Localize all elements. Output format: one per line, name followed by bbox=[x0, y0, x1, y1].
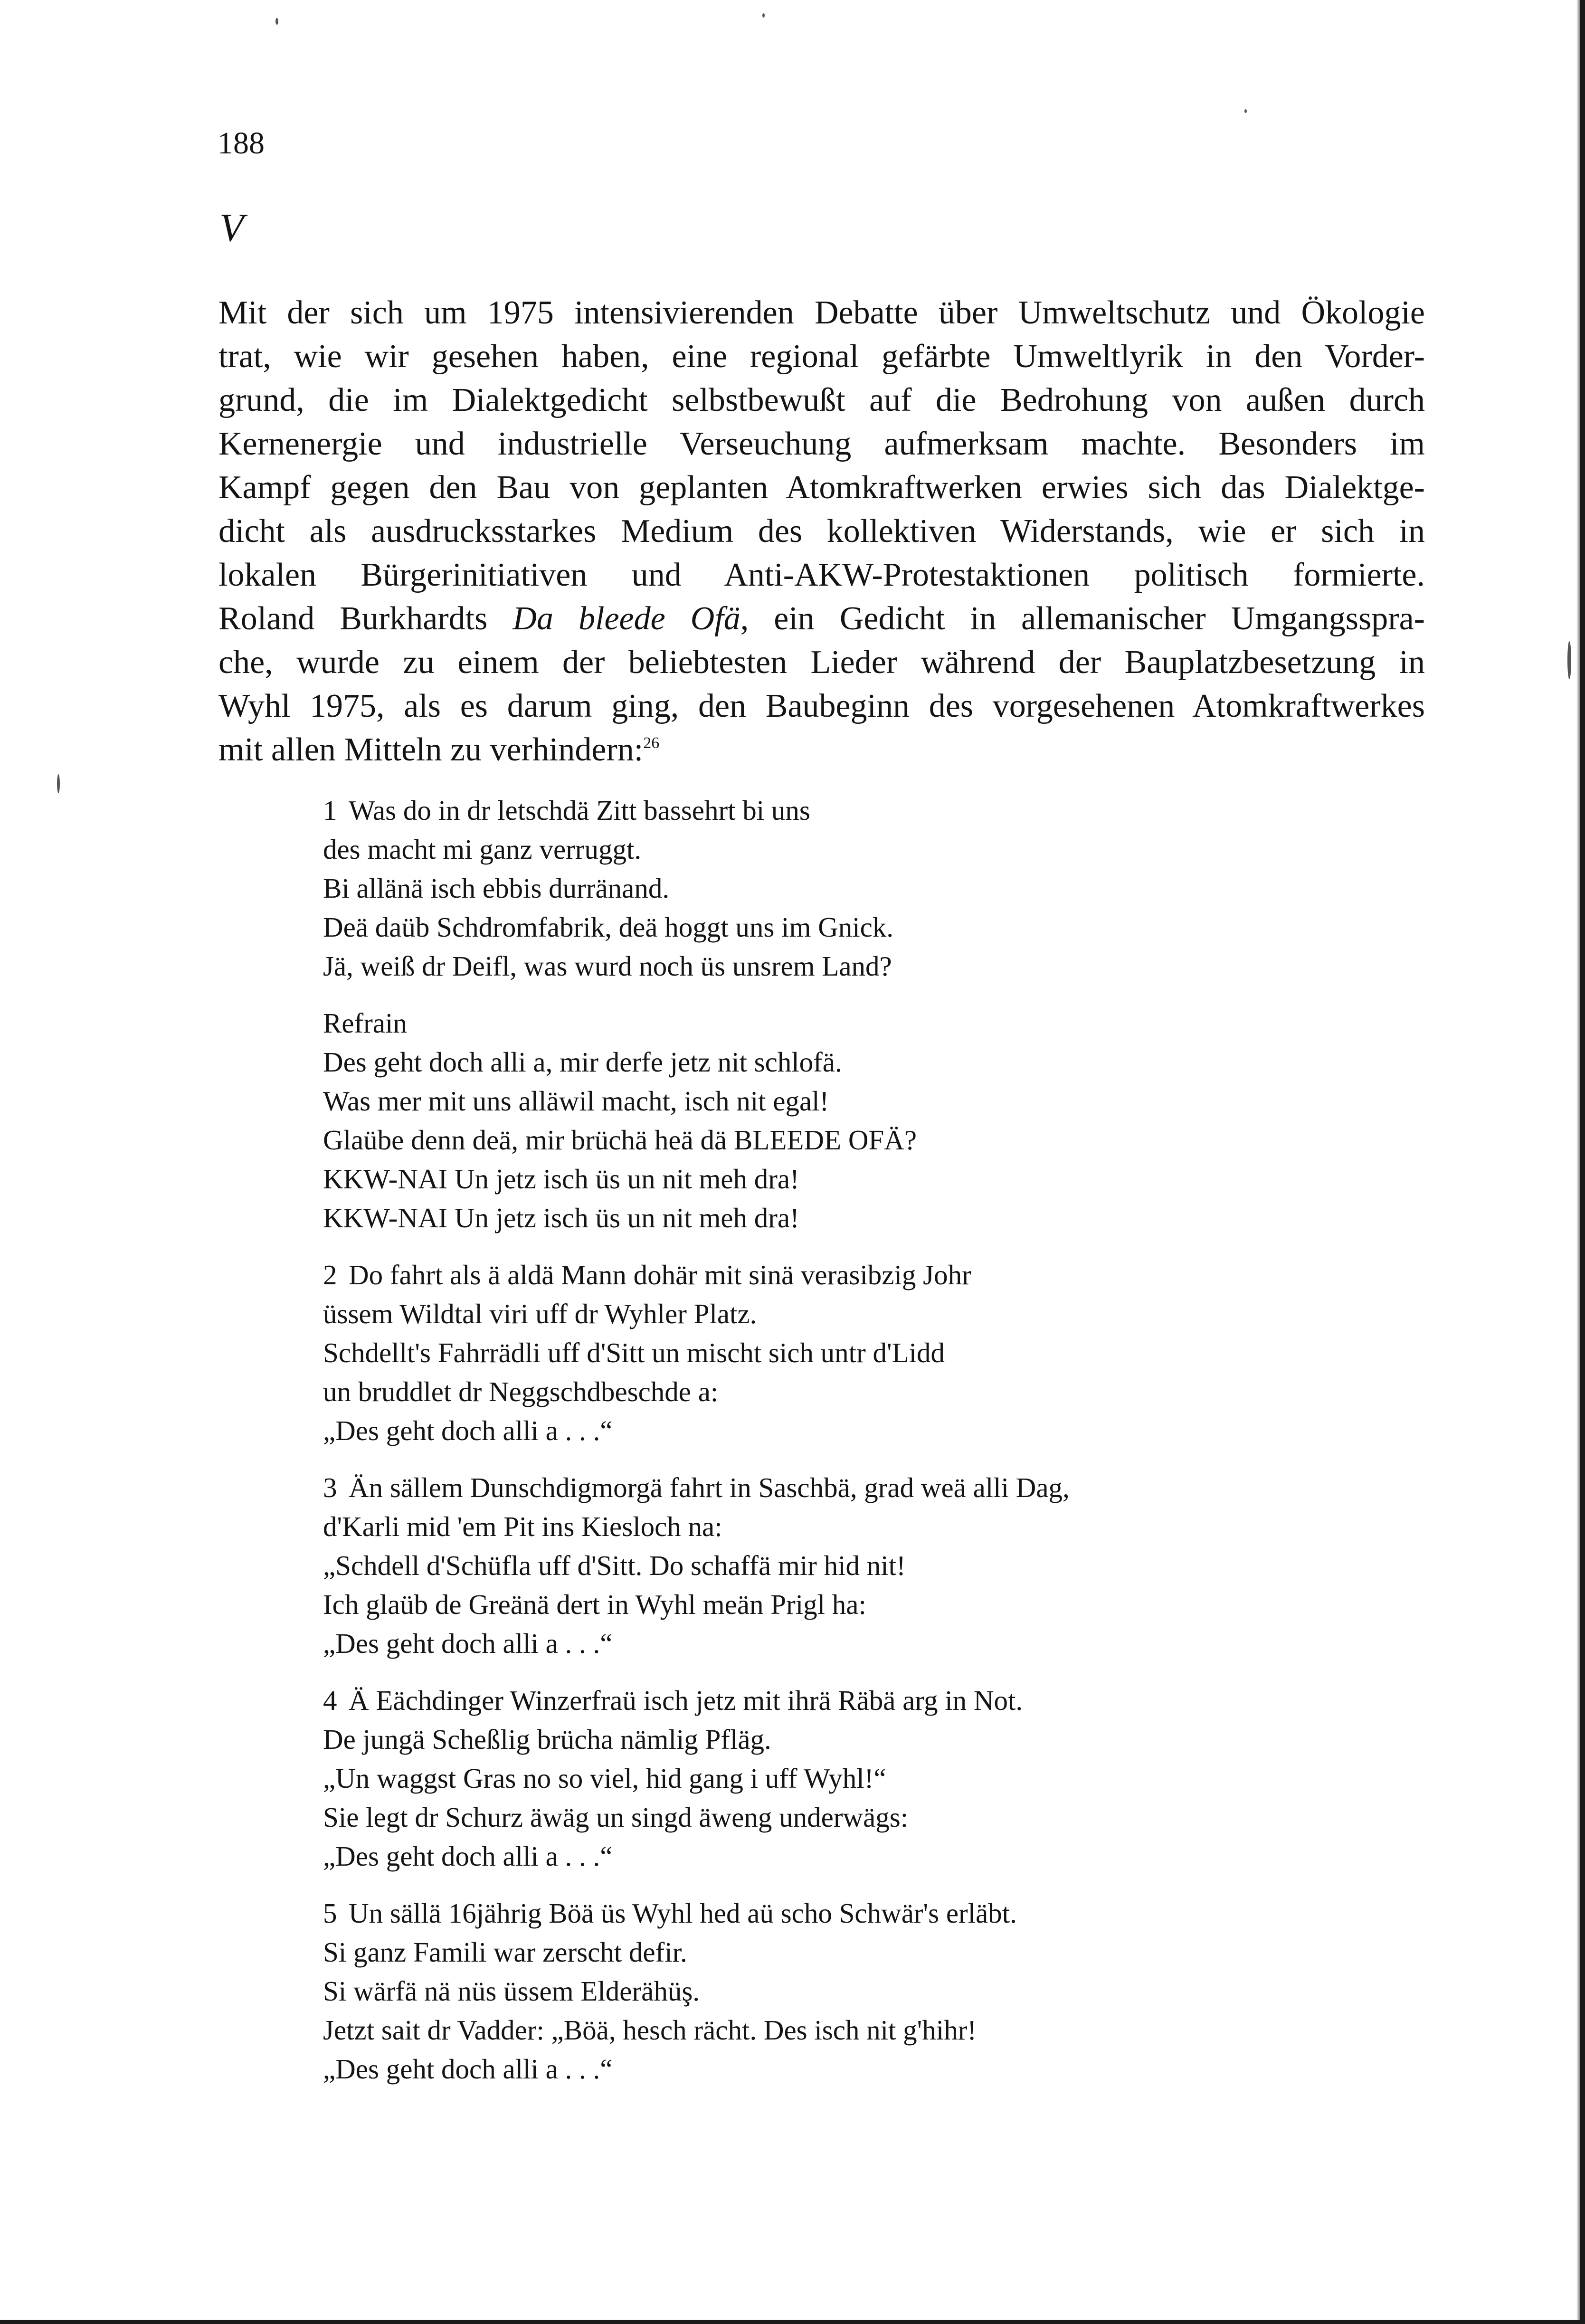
poem-line bbox=[323, 1198, 1368, 1237]
poem-line bbox=[323, 1043, 1368, 1081]
poem-line-text: „Un waggst Gras no so viel, hid gang i uff Wyhl!“ bbox=[323, 1763, 886, 1794]
poem-line-text: „Des geht doch alli a . . .“ bbox=[323, 1415, 613, 1446]
scan-edge-bottom bbox=[0, 2320, 1585, 2324]
stanza-number: 3 bbox=[323, 1472, 337, 1503]
scan-edge-right bbox=[1580, 0, 1585, 2324]
poem-line-text: Si wärfä nä nüs üssem Elderähüş. bbox=[323, 1975, 700, 2007]
poem-line bbox=[323, 1468, 1368, 1507]
poem-line-text: Was do in dr letschdä Zitt bassehrt bi uns bbox=[349, 795, 810, 826]
poem-line bbox=[323, 1255, 1368, 1294]
body-line: trat, wie wir gesehen haben, eine regional gefärbte Umweltlyrik in den Vorder- bbox=[218, 338, 1425, 375]
scan-speck bbox=[275, 18, 278, 25]
poem-line bbox=[323, 1507, 1368, 1546]
poem-line bbox=[323, 908, 1368, 947]
body-line-end: , ein Gedicht in allemanischer Umgangsspra- bbox=[740, 600, 1425, 637]
poem-line bbox=[323, 869, 1368, 908]
poem-line bbox=[323, 1372, 1368, 1411]
poem-line-text: De jungä Scheßlig brücha nämlig Pfläg. bbox=[323, 1724, 771, 1755]
poem-line bbox=[323, 1585, 1368, 1624]
poem-line bbox=[323, 1681, 1368, 1720]
poem-line bbox=[323, 830, 1368, 869]
section-heading: V bbox=[219, 206, 244, 250]
poem-line bbox=[323, 947, 1368, 986]
body-line-text: mit allen Mitteln zu verhindern: bbox=[218, 731, 644, 768]
poem-stanza bbox=[323, 1255, 1368, 1450]
scan-speck bbox=[1567, 641, 1571, 679]
body-line-with-title bbox=[218, 597, 1425, 641]
poem-line bbox=[323, 2011, 1368, 2049]
poem-line bbox=[323, 1798, 1368, 1837]
poem-line-text: Jä, weiß dr Deifl, was wurd noch üs unsrem Land? bbox=[323, 950, 892, 982]
poem-line-text: un bruddlet dr Neggschdbeschde a: bbox=[323, 1376, 719, 1407]
poem-line-text: KKW-NAI Un jetz isch üs un nit meh dra! bbox=[323, 1202, 799, 1233]
poem-line bbox=[323, 1624, 1368, 1663]
body-line: Kernenergie und industrielle Verseuchung aufmerksam machte. Besonders im bbox=[218, 426, 1425, 462]
poem-line-text: „Des geht doch alli a . . .“ bbox=[323, 1840, 613, 1872]
page-number: 188 bbox=[218, 126, 265, 161]
poem-line bbox=[323, 1004, 1368, 1043]
stanza-number: 2 bbox=[323, 1259, 337, 1290]
body-line: Kampf gegen den Bau von geplanten Atomkraftwerken erwies sich das Dialektge- bbox=[218, 469, 1425, 506]
poem-line-text: Ich glaüb de Greänä dert in Wyhl meän Prigl ha: bbox=[323, 1589, 866, 1620]
poem-line-text: „Des geht doch alli a . . .“ bbox=[323, 1628, 613, 1659]
poem-line bbox=[323, 1894, 1368, 1933]
poem-line-text: Do fahrt als ä aldä Mann dohär mit sinä verasibzig Johr bbox=[349, 1259, 971, 1290]
scan-speck bbox=[1244, 109, 1247, 113]
poem-title: Da bleede Ofä bbox=[513, 600, 740, 637]
poem-stanza bbox=[323, 791, 1368, 986]
poem-line bbox=[323, 1333, 1368, 1372]
poem-line bbox=[323, 1411, 1368, 1450]
body-line: Mit der sich um 1975 intensivierenden Debatte über Umweltschutz und Ökologie bbox=[218, 294, 1425, 331]
poem-line bbox=[323, 1120, 1368, 1159]
poem-line bbox=[323, 1837, 1368, 1876]
stanza-number: 4 bbox=[323, 1685, 337, 1716]
poem-line bbox=[323, 1720, 1368, 1759]
poem-line bbox=[323, 2049, 1368, 2088]
poem-line bbox=[323, 1081, 1368, 1120]
dialect-poem bbox=[323, 791, 1368, 2106]
poem-stanza bbox=[323, 1894, 1368, 2088]
footnote-marker[interactable]: 26 bbox=[643, 734, 660, 752]
poem-line bbox=[323, 1759, 1368, 1798]
poem-line-text: Was mer mit uns alläwil macht, isch nit egal! bbox=[323, 1085, 829, 1117]
poem-stanza bbox=[323, 1468, 1368, 1663]
poem-line-text: Bi allänä isch ebbis durränand. bbox=[323, 873, 670, 904]
poem-line-text: Ä Eächdinger Winzerfraü isch jetz mit ihrä Räbä arg in Not. bbox=[349, 1685, 1023, 1716]
body-line-start: Roland Burkhardts bbox=[218, 600, 513, 637]
body-line: che, wurde zu einem der beliebtesten Lieder während der Bauplatzbesetzung in bbox=[218, 644, 1425, 681]
poem-line-text: „Des geht doch alli a . . .“ bbox=[323, 2053, 613, 2085]
poem-line-text: Glaübe denn deä, mir brüchä heä dä BLEEDE OFÄ? bbox=[323, 1124, 917, 1156]
body-line: grund, die im Dialektgedicht selbstbewußt auf die Bedrohung von außen durch bbox=[218, 382, 1425, 418]
body-paragraph bbox=[218, 291, 1425, 772]
body-line: dicht als ausdrucksstarkes Medium des kollektiven Widerstands, wie er sich in bbox=[218, 513, 1425, 550]
scan-speck bbox=[762, 13, 765, 18]
poem-line bbox=[323, 1294, 1368, 1333]
poem-line bbox=[323, 1546, 1368, 1585]
poem-line bbox=[323, 1972, 1368, 2011]
body-line: Wyhl 1975, als es darum ging, den Baubeginn des vorgesehenen Atomkraftwerkes bbox=[218, 688, 1425, 724]
scan-edge-shadow bbox=[1576, 0, 1580, 2324]
poem-stanza bbox=[323, 1681, 1368, 1876]
poem-line-text: KKW-NAI Un jetz isch üs un nit meh dra! bbox=[323, 1163, 799, 1195]
scan-speck bbox=[57, 774, 60, 793]
poem-line-text: des macht mi ganz verruggt. bbox=[323, 834, 642, 865]
poem-line-text: „Schdell d'Schüfla uff d'Sitt. Do schaffä mir hid nit! bbox=[323, 1550, 906, 1581]
poem-line-text: Än sällem Dunschdigmorgä fahrt in Saschbä, grad weä alli Dag, bbox=[349, 1472, 1070, 1503]
poem-line-text: Refrain bbox=[323, 1007, 407, 1039]
stanza-number: 1 bbox=[323, 795, 337, 826]
poem-line bbox=[323, 791, 1368, 830]
poem-line bbox=[323, 1159, 1368, 1198]
poem-line-text: Si ganz Famili war zerscht defir. bbox=[323, 1936, 687, 1968]
poem-line-text: d'Karli mid 'em Pit ins Kiesloch na: bbox=[323, 1511, 722, 1542]
poem-line-text: üssem Wildtal viri uff dr Wyhler Platz. bbox=[323, 1298, 757, 1329]
body-line-last bbox=[218, 728, 1425, 772]
poem-line-text: Deä daüb Schdromfabrik, deä hoggt uns im Gnick. bbox=[323, 911, 894, 943]
poem-line bbox=[323, 1933, 1368, 1972]
poem-line-text: Un sällä 16jährig Böä üs Wyhl hed aü scho Schwär's erläbt. bbox=[349, 1897, 1017, 1929]
poem-refrain bbox=[323, 1004, 1368, 1237]
stanza-number: 5 bbox=[323, 1897, 337, 1929]
poem-line-text: Jetzt sait dr Vadder: „Böä, hesch rächt. Des isch nit g'hihr! bbox=[323, 2014, 977, 2046]
body-line: lokalen Bürgerinitiativen und Anti-AKW-Protestaktionen politisch formierte. bbox=[218, 557, 1425, 593]
poem-line-text: Des geht doch alli a, mir derfe jetz nit schlofä. bbox=[323, 1046, 842, 1078]
poem-line-text: Schdellt's Fahrrädli uff d'Sitt un mischt sich untr d'Lidd bbox=[323, 1337, 945, 1368]
poem-line-text: Sie legt dr Schurz äwäg un singd äweng underwägs: bbox=[323, 1802, 909, 1833]
